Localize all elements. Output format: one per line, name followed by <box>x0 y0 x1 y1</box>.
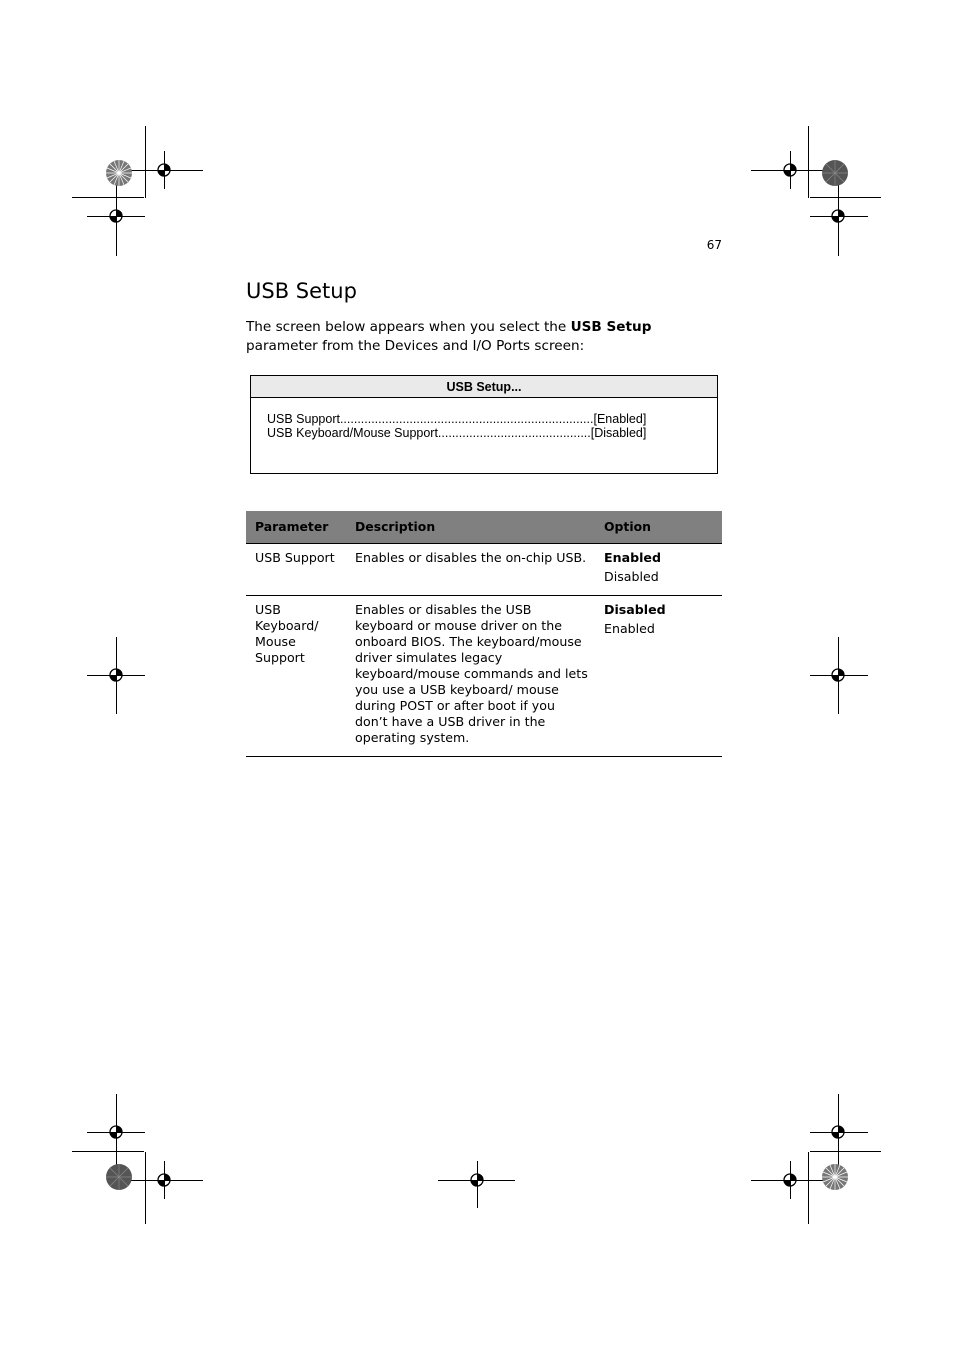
option-default: Enabled <box>604 550 661 565</box>
crosshair-icon <box>828 1122 848 1142</box>
header-description: Description <box>346 511 595 544</box>
cell-option <box>595 596 722 757</box>
table-row <box>246 596 722 757</box>
crosshair-icon <box>780 1170 800 1190</box>
option-default: Disabled <box>604 602 666 617</box>
crosshair-icon <box>154 1170 174 1190</box>
intro-text-bold: USB Setup <box>570 319 652 335</box>
table-row <box>246 544 722 596</box>
header-parameter: Parameter <box>246 511 346 544</box>
cell-description: Enables or disables the on-chip USB. <box>346 544 595 596</box>
header-option: Option <box>595 511 722 544</box>
intro-text-before: The screen below appears when you select the <box>246 319 571 335</box>
star-target-icon <box>105 1163 133 1191</box>
option-alternative: Disabled <box>604 569 659 584</box>
star-target-icon <box>821 159 849 187</box>
table-header-row <box>246 511 722 544</box>
crosshair-icon <box>828 665 848 685</box>
intro-paragraph <box>246 318 726 355</box>
crosshair-icon <box>106 1122 126 1142</box>
bios-screen-title: USB Setup... <box>251 376 717 398</box>
page-title: USB Setup <box>246 279 357 303</box>
cell-option <box>595 544 722 596</box>
intro-text-after: parameter from the Devices and I/O Ports screen: <box>246 337 585 354</box>
crosshair-icon <box>828 206 848 226</box>
crosshair-icon <box>780 160 800 180</box>
parameter-table <box>246 511 722 757</box>
bios-screen-body <box>251 398 717 440</box>
cell-parameter: USB Keyboard/ Mouse Support <box>246 596 346 757</box>
bios-screen <box>250 375 718 474</box>
crosshair-icon <box>106 206 126 226</box>
bios-line-usb-keyboard-mouse: USB Keyboard/Mouse Support............................................[Disabled] <box>267 426 647 440</box>
crosshair-icon <box>467 1170 487 1190</box>
crosshair-icon <box>106 665 126 685</box>
option-alternative: Enabled <box>604 621 655 636</box>
bios-line-usb-support: USB Support.........................................................................[Enabled] <box>267 412 647 426</box>
star-target-icon <box>821 1163 849 1191</box>
page-number: 67 <box>706 238 722 252</box>
cell-parameter: USB Support <box>246 544 346 596</box>
cell-description: Enables or disables the USB keyboard or mouse driver on the onboard BIOS. The keyboard/mouse driver simulates legacy keyboard/mouse commands and lets you use a USB keyboard/ mouse during POST or after boot if you don’t have a USB driver in the operating system. <box>346 596 595 757</box>
crosshair-icon <box>154 160 174 180</box>
star-target-icon <box>105 159 133 187</box>
